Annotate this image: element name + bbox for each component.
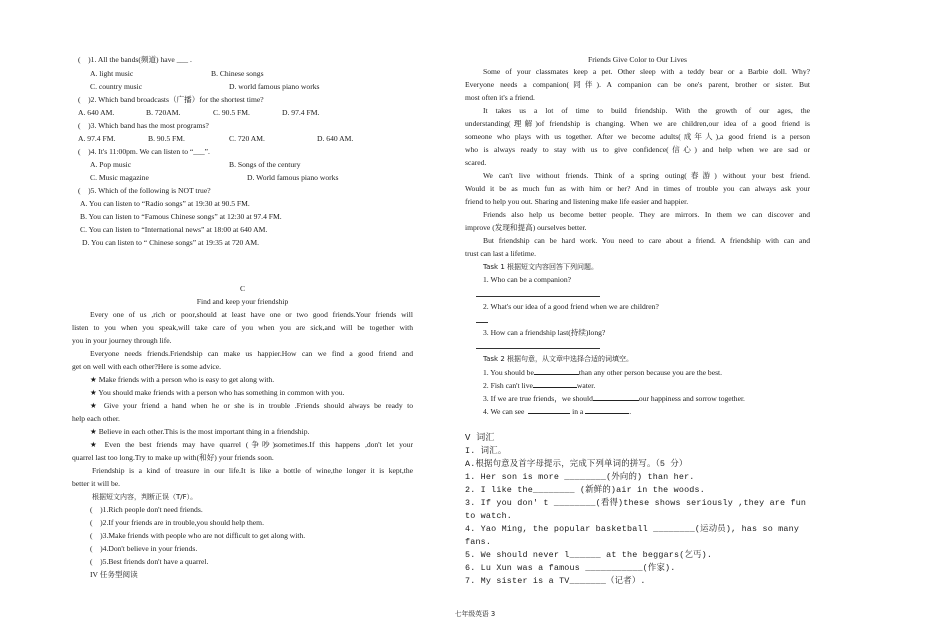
right-passage-line: someone who plays with us together. After we become adults(成年人),a good friend is a person <box>465 132 810 141</box>
task2-item <box>483 406 631 417</box>
passage-c-advice: ★ Make friends with a person who is easy to get along with. <box>90 375 275 384</box>
q4-option-b: B. Songs of the century <box>229 160 301 169</box>
right-passage-line: understanding(理解)of friendship is changing. When we are children,our idea of a good friend is <box>465 119 810 128</box>
passage-c-advice: ★ Give your friend a hand when he or she is in trouble .Friends should always be ready to <box>90 401 413 410</box>
q3-option-b: B. 90.5 FM. <box>148 134 185 143</box>
task1-title: Task 1 根据短文内容回答下列问题。 <box>483 263 599 271</box>
q3-option-a: A. 97.4 FM. <box>78 134 116 143</box>
question-3: ( )3. Which band has the most programs? <box>78 121 209 130</box>
right-passage-line: who is always ready to stay with us to give confidence(信心) and help when we are sad or <box>465 145 810 154</box>
vocab-item-cont: to watch. <box>465 511 513 521</box>
question-2: ( )2. Which band broadcasts（广播）for the shortest time? <box>78 95 264 104</box>
fill-blank[interactable] <box>593 393 639 401</box>
right-passage-line: scared. <box>465 158 487 167</box>
tf-item: ( )4.Don't believe in your friends. <box>90 544 198 553</box>
right-passage-line: Some of your classmates keep a pet. Other sleep with a teddy bear or a Barbie doll. Why? <box>483 67 810 76</box>
passage-c-line: Every one of us ,rich or poor,should at least have one or two good friends.Your friends will <box>90 310 413 319</box>
right-passage-line: Friends also help us become better people. They are mirrors. In them we can discover and <box>483 210 810 219</box>
vocab-item: 5. We should never l______ at the beggars(乞丐). <box>465 550 713 560</box>
q2-option-a: A. 640 AM. <box>78 108 115 117</box>
fill-blank[interactable] <box>534 367 579 375</box>
passage-c-advice: ★ Even the best friends may have quarrel (争吵)sometimes.If this happens ,don't let your <box>90 440 413 449</box>
question-1: ( )1. All the bands(频道) have ___ . <box>78 55 192 64</box>
passage-c-line: help each other. <box>72 414 120 423</box>
passage-c-line: get on well with each other?Here is some advice. <box>72 362 222 371</box>
answer-line[interactable] <box>476 322 488 323</box>
task2-item <box>483 367 722 378</box>
task2-item-text: . <box>629 407 632 416</box>
passage-c-title: Find and keep your friendship <box>196 297 289 306</box>
task1-question: 2. What's our idea of a good friend when we are children? <box>483 302 659 311</box>
passage-c-line: you in your journey through life. <box>72 336 172 345</box>
right-passage-line: We can't live without friends. Think of a spring outing(春游) without your best friend. <box>483 171 810 180</box>
q4-option-d: D. World famous piano works <box>247 173 339 182</box>
section-v-heading: V 词汇 <box>465 433 495 443</box>
answer-line[interactable] <box>476 296 600 297</box>
q2-option-d: D. 97.4 FM. <box>282 108 320 117</box>
vocab-instruction: A.根据句意及首字母提示，完成下列单词的拼写。（5 分） <box>465 459 688 469</box>
passage-c-line: quarrel last too long.Try to make up with(和好) your friends soon. <box>72 453 274 462</box>
fill-blank[interactable] <box>585 406 632 416</box>
passage-c-line: Friendship is a kind of treasure in our life.It is like a bottle of wine,the longer it is kept,the <box>92 466 413 475</box>
tf-item: ( )5.Best friends don't have a quarrel. <box>90 557 209 566</box>
right-passage-title: Friends Give Color to Our Lives <box>588 55 687 64</box>
fill-blank[interactable] <box>528 406 570 414</box>
right-passage-line: trust can last a lifetime. <box>465 249 537 258</box>
q1-option-a: A. light music <box>90 69 134 78</box>
section-iv-heading: IV 任务型阅读 <box>90 570 138 579</box>
fill-blank[interactable] <box>533 380 577 388</box>
right-passage-line: improve (发现和提高) ourselves better. <box>465 223 587 232</box>
tf-item: ( )2.If your friends are in trouble,you should help them. <box>90 518 264 527</box>
q4-option-c: C. Music magazine <box>90 173 149 182</box>
task1-question: 3. How can a friendship last(持续)long? <box>483 328 606 337</box>
right-passage-line: Everyone needs a companion(同伴). A companion can be one's parent, brother or sister. But <box>465 80 810 89</box>
passage-c-line: Everyone needs friends.Friendship can make us happier.How can we find a good friend and <box>90 349 413 358</box>
task1-question: 1. Who can be a companion? <box>483 275 571 284</box>
tf-item: ( )1.Rich people don't need friends. <box>90 505 203 514</box>
task2-item-text: 2. Fish can't live <box>483 381 533 390</box>
q2-option-c: C. 90.5 FM. <box>213 108 250 117</box>
tf-item: ( )3.Make friends with people who are not difficult to get along with. <box>90 531 306 540</box>
task2-item-text: 3. If we are true friends，we should <box>483 394 593 403</box>
task2-title: Task 2 根据句意，从文章中选择合适的词填空。 <box>483 355 634 363</box>
right-passage-line: most often it's a friend. <box>465 93 535 102</box>
q5-option-a: A. You can listen to “Radio songs” at 19:30 at 90.5 FM. <box>80 199 250 208</box>
task2-item-text: 4. We can see <box>483 407 525 416</box>
right-passage-line: But friendship can be hard work. You need to care about a friend. A friendship with can and <box>483 236 810 245</box>
question-5: ( )5. Which of the following is NOT true? <box>78 186 211 195</box>
vocab-item: 7. My sister is a TV_______（记者）. <box>465 576 646 586</box>
q5-option-c: C. You can listen to “International news” at 18:00 at 640 AM. <box>80 225 268 234</box>
q3-option-c: C. 720 AM. <box>229 134 265 143</box>
task2-item <box>483 393 745 404</box>
vocab-item-cont: fans. <box>465 537 492 547</box>
vocab-item: 4. Yao Ming, the popular basketball ________(运动员), has so many <box>465 524 800 534</box>
answer-line[interactable] <box>476 348 600 349</box>
passage-c-advice: ★ Believe in each other.This is the most important thing in a friendship. <box>90 427 310 436</box>
q2-option-b: B. 720AM. <box>146 108 181 117</box>
passage-c-label: C <box>239 284 246 293</box>
task2-item <box>483 380 595 391</box>
vocab-item: 2. I like the________ (新鲜的)air in the woods. <box>465 485 705 495</box>
page-footer: 七年级英语 3 <box>454 610 496 618</box>
vocab-subheading: I. 词汇。 <box>465 446 507 456</box>
task2-item-text: 1. You should be <box>483 368 534 377</box>
q4-option-a: A. Pop music <box>90 160 132 169</box>
q1-option-d: D. world famous piano works <box>229 82 320 91</box>
vocab-item: 3. If you don' t ________(看得)these shows seriously ,they are fun <box>465 498 807 508</box>
q3-option-d: D. 640 AM. <box>317 134 354 143</box>
q1-option-c: C. country music <box>90 82 143 91</box>
q1-option-b: B. Chinese songs <box>211 69 264 78</box>
q5-option-b: B. You can listen to “Famous Chinese songs” at 12:30 at 97.4 FM. <box>80 212 282 221</box>
task2-item-text: our happiness and sorrow together. <box>638 394 745 403</box>
right-passage-line: It takes us a lot of time to build friendship. With the growth of our ages, the <box>483 106 810 115</box>
passage-c-advice: ★ You should make friends with a person who has something in common with you. <box>90 388 345 397</box>
task2-item-text: than any other person because you are the best. <box>578 368 723 377</box>
tf-instruction: 根据短文内容，判断正误（T/F）。 <box>92 493 198 501</box>
vocab-item: 6. Lu Xun was a famous ___________(作家). <box>465 563 676 573</box>
passage-c-line: better it will be. <box>72 479 121 488</box>
right-passage-line: Would it be as much fun as with him or her? And in times of trouble you can always ask your <box>465 184 810 193</box>
question-4: ( )4. It's 11:00pm. We can listen to “___”. <box>78 147 210 156</box>
task2-item-text: in a <box>572 407 584 416</box>
vocab-item: 1. Her son is more ________(外向的) than her. <box>465 472 695 482</box>
passage-c-line: listen to you when you speak,will take care of you when you are sick,and will be together with <box>72 323 413 332</box>
q5-option-d: D. You can listen to “ Chinese songs” at 19:35 at 720 AM. <box>82 238 259 247</box>
right-passage-line: friend to help you out. Sharing and listening make life easier and happier. <box>465 197 689 206</box>
task2-item-text: water. <box>576 381 596 390</box>
